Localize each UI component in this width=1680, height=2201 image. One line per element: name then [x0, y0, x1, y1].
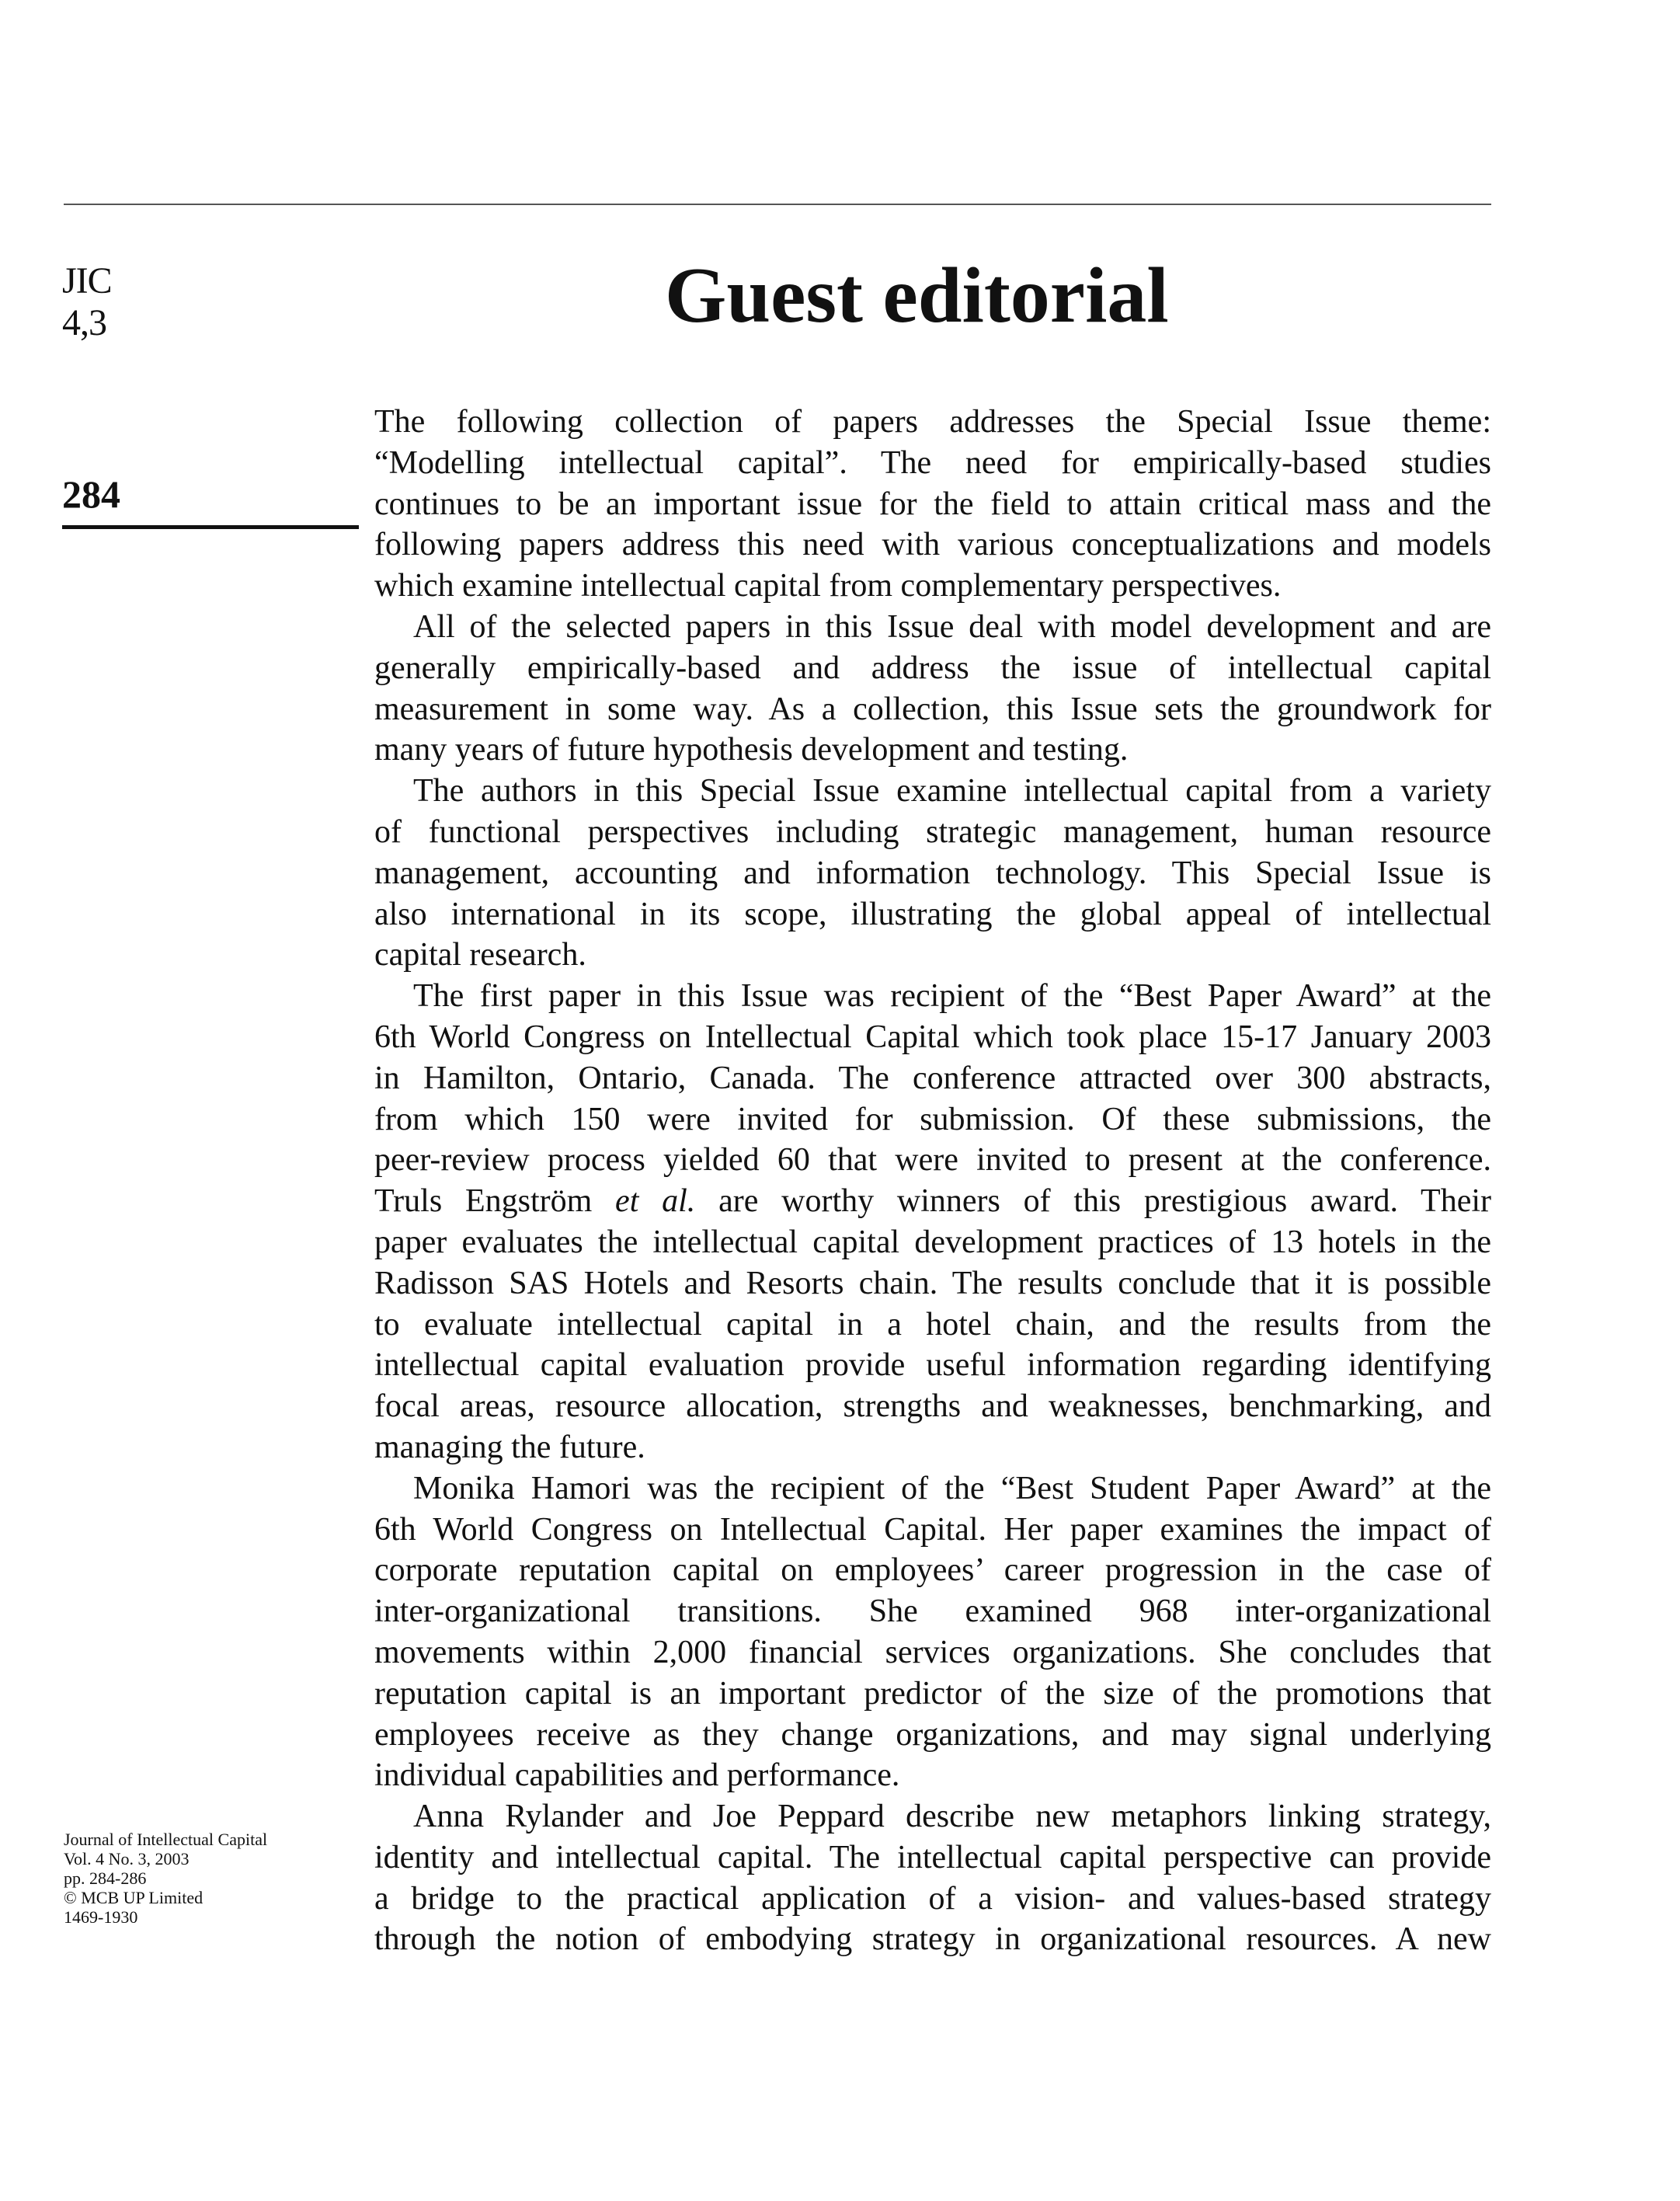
body-line: Anna Rylander and Joe Peppard describe new metaphors linking strategy, — [413, 1799, 1491, 1835]
body-line: management, accounting and information technology. This Special Issue is — [374, 855, 1491, 891]
page-number-rule — [62, 525, 359, 529]
volume-issue: 4,3 — [62, 302, 106, 343]
body-line: “Modelling intellectual capital”. The need for empirically-based studies — [374, 444, 1491, 481]
body-line: The authors in this Special Issue examine intellectual capital from a variety — [413, 773, 1491, 810]
body-line: to evaluate intellectual capital in a hotel chain, and the results from the — [374, 1306, 1491, 1343]
body-line: identity and intellectual capital. The intellectual capital perspective can provide — [374, 1839, 1491, 1875]
body-line: of functional perspectives including strategic management, human resource — [374, 813, 1491, 850]
page-title: Guest editorial — [665, 252, 1169, 340]
body-line: generally empirically-based and address the issue of intellectual capital — [374, 650, 1491, 686]
body-line: Truls Engström et al. are worthy winners of this prestigious award. Their — [374, 1183, 1491, 1220]
body-line: focal areas, resource allocation, strengths and weaknesses, benchmarking, and — [374, 1388, 1491, 1425]
body-line: 6th World Congress on Intellectual Capital which took place 15-17 January 2003 — [374, 1019, 1491, 1055]
body-line: in Hamilton, Ontario, Canada. The conference attracted over 300 abstracts, — [374, 1060, 1491, 1096]
body-line: movements within 2,000 financial services organizations. She concludes that — [374, 1634, 1491, 1670]
body-line: which examine intellectual capital from complementary perspectives. — [374, 568, 1282, 604]
body-line: many years of future hypothesis development and testing. — [374, 732, 1129, 768]
body-line: paper evaluates the intellectual capital development practices of 13 hotels in the — [374, 1224, 1491, 1260]
page-number: 284 — [62, 472, 120, 516]
top-rule — [64, 204, 1491, 205]
body-line: individual capabilities and performance. — [374, 1757, 900, 1794]
journal-code: JIC — [62, 260, 112, 301]
body-line: also international in its scope, illustrating the global appeal of intellectual — [374, 896, 1491, 932]
issn: 1469-1930 — [64, 1907, 138, 1927]
body-line: employees receive as they change organizations, and may signal underlying — [374, 1716, 1491, 1753]
body-line: intellectual capital evaluation provide useful information regarding identifying — [374, 1347, 1491, 1384]
body-line: from which 150 were invited for submission. Of these submissions, the — [374, 1101, 1491, 1137]
body-line: measurement in some way. As a collection, this Issue sets the groundwork for — [374, 691, 1491, 727]
body-line: All of the selected papers in this Issue deal with model development and are — [413, 608, 1491, 645]
body-line: peer-review process yielded 60 that were invited to present at the conference. — [374, 1142, 1491, 1179]
page-range: pp. 284-286 — [64, 1868, 147, 1888]
body-line: managing the future. — [374, 1429, 645, 1465]
body-line: through the notion of embodying strategy in organizational resources. A new — [374, 1921, 1491, 1958]
body-line: 6th World Congress on Intellectual Capital. Her paper examines the impact of — [374, 1511, 1491, 1548]
citation-sidebar — [64, 1830, 267, 1927]
body-line: The first paper in this Issue was recipient of the “Best Paper Award” at the — [413, 978, 1491, 1015]
body-line: capital research. — [374, 937, 586, 973]
body-line: inter-organizational transitions. She examined 968 inter-organizational — [374, 1593, 1491, 1630]
body-line: continues to be an important issue for the field to attain critical mass and the — [374, 486, 1491, 522]
volume-info: Vol. 4 No. 3, 2003 — [64, 1849, 190, 1868]
body-line: Radisson SAS Hotels and Resorts chain. The results conclude that it is possible — [374, 1265, 1491, 1301]
body-line: corporate reputation capital on employees’ career progression in the case of — [374, 1552, 1491, 1589]
journal-name: Journal of Intellectual Capital — [64, 1830, 268, 1849]
article-body — [374, 402, 1491, 1960]
copyright: © MCB UP Limited — [64, 1888, 203, 1907]
body-line: Monika Hamori was the recipient of the “Best Student Paper Award” at the — [413, 1470, 1491, 1506]
journal-code-block — [62, 260, 112, 344]
body-line: following papers address this need with various conceptualizations and models — [374, 527, 1491, 563]
body-line: reputation capital is an important predictor of the size of the promotions that — [374, 1675, 1491, 1712]
body-line: a bridge to the practical application of a vision- and values-based strategy — [374, 1880, 1491, 1917]
body-line: The following collection of papers addresses the Special Issue theme: — [374, 404, 1491, 440]
